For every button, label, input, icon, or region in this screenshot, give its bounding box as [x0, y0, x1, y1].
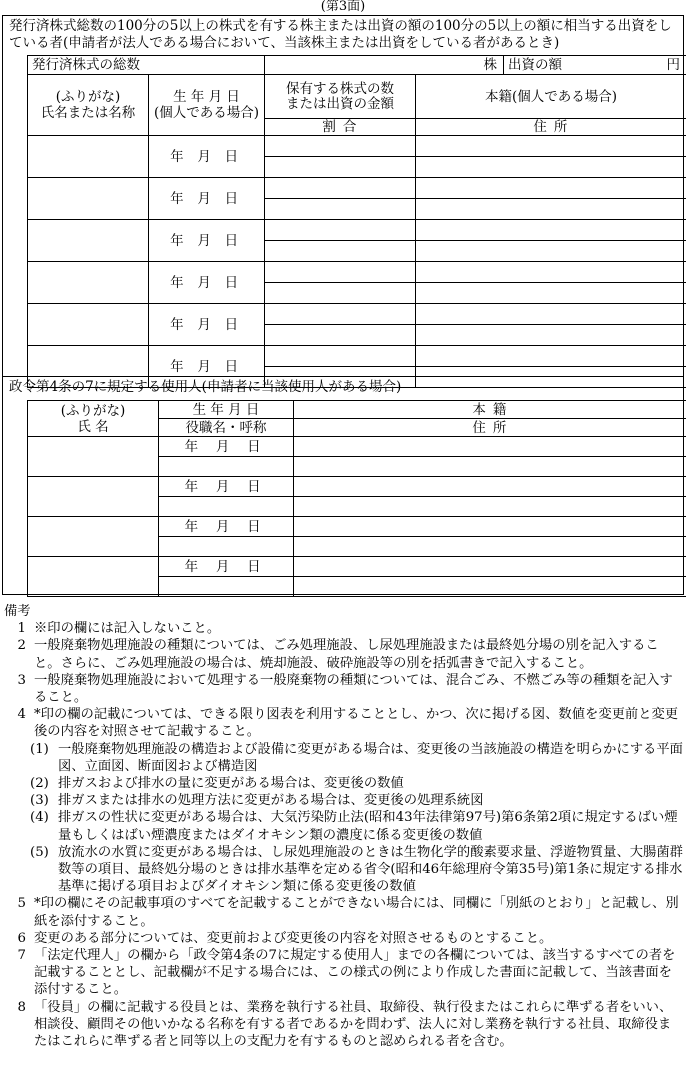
shareholder-holdings-cell[interactable] — [265, 262, 416, 283]
date-placeholder: 年 月 日 — [170, 148, 243, 165]
shareholder-row — [28, 304, 686, 325]
employee-address-cell[interactable] — [294, 537, 686, 557]
shareholders-table — [27, 55, 686, 388]
date-placeholder: 年 月 日 — [184, 558, 268, 575]
note-number: 5 — [17, 896, 26, 912]
note-item — [4, 999, 684, 1051]
notes-title: 備考 — [4, 604, 31, 619]
shareholder-domicile-cell[interactable] — [416, 220, 686, 241]
note-number: 1 — [17, 621, 26, 637]
emp-col-title-header: 役職名・呼称 — [159, 419, 294, 437]
note-text: 「役員」の欄に記載する役員とは、業務を執行する社員、取締役、執行役またはこれらに準ずる者をいい、相談役、顧問その他いかなる名称を有する者であるかを問わず、法人に対し業務を執行する社員、取締役またはこれらに準ずる者と同等以上の支配力を有するものと認められる者を含む。 — [34, 999, 673, 1050]
employee-row — [28, 437, 686, 457]
note-text: 変更のある部分については、変更前および変更後の内容を対照させるものとすること。 — [34, 930, 553, 946]
shareholder-name-cell[interactable] — [28, 304, 149, 346]
subitem-number: (4) — [30, 810, 49, 826]
shareholder-domicile-cell[interactable] — [416, 178, 686, 199]
employee-title-cell[interactable] — [159, 457, 294, 477]
employee-name-cell[interactable] — [28, 477, 159, 517]
total-shares-field[interactable] — [265, 56, 504, 75]
col-address-header: 住 所 — [416, 119, 686, 136]
page-title: (第3面) — [320, 0, 366, 14]
note-number: 8 — [17, 999, 26, 1015]
shareholder-birth-cell[interactable] — [149, 136, 265, 178]
shareholder-ratio-cell[interactable] — [265, 199, 416, 220]
subitem-number: (2) — [30, 776, 49, 792]
emp-col-name-header: (ふりがな) 氏 名 — [28, 401, 159, 437]
note-subitem — [30, 792, 684, 809]
note-number: 4 — [17, 707, 26, 723]
shareholder-ratio-cell[interactable] — [265, 241, 416, 262]
subitem-number: (5) — [30, 844, 49, 860]
shareholder-name-cell[interactable] — [28, 262, 149, 304]
shareholder-name-cell[interactable] — [28, 136, 149, 178]
shareholder-row — [28, 136, 686, 157]
shareholder-birth-cell[interactable] — [149, 220, 265, 262]
employee-domicile-cell[interactable] — [294, 437, 686, 457]
date-placeholder: 年 月 日 — [184, 478, 268, 495]
employee-title-cell[interactable] — [159, 577, 294, 597]
note-subitem — [30, 775, 684, 792]
shareholder-domicile-cell[interactable] — [416, 346, 686, 367]
shareholder-holdings-cell[interactable] — [265, 304, 416, 325]
date-placeholder: 年 月 日 — [184, 518, 268, 535]
note-text: *印の欄にその記載事項のすべてを記載することができない場合には、同欄に「別紙のとおり」と記載し、別紙を添付すること。 — [34, 896, 679, 929]
employee-address-cell[interactable] — [294, 497, 686, 517]
emp-col-domicile-header: 本 籍 — [294, 401, 686, 419]
note-number: 2 — [17, 638, 26, 654]
note-text: 「法定代理人」の欄から「政令第4条の7に規定する使用人」までの各欄については、該当するすべての者を記載することとし、記載欄が不足する場合には、この様式の例により作成した書面に記載して、当該書面を添付すること。 — [34, 948, 676, 998]
employee-address-cell[interactable] — [294, 457, 686, 477]
shareholder-birth-cell[interactable] — [149, 262, 265, 304]
col-ratio-header: 割 合 — [265, 119, 416, 136]
shareholder-holdings-cell[interactable] — [265, 346, 416, 367]
employee-birth-cell[interactable] — [159, 517, 294, 537]
date-placeholder: 年 月 日 — [184, 438, 268, 455]
yen-unit: 円 — [666, 57, 680, 73]
note-item — [4, 637, 684, 671]
employee-birth-cell[interactable] — [159, 557, 294, 577]
shareholder-ratio-cell[interactable] — [265, 325, 416, 346]
col-birth-header: 生 年 月 日 (個人である場合) — [149, 75, 265, 136]
note-text: *印の欄の記載については、できる限り図表を利用することとし、かつ、次に掲げる図、数値を変更前と変更後の内容を対照させて記載すること。 — [34, 707, 679, 740]
note-item — [4, 706, 684, 740]
note-subitem — [30, 809, 684, 843]
shareholder-holdings-cell[interactable] — [265, 178, 416, 199]
shareholder-row — [28, 220, 686, 241]
employee-title-cell[interactable] — [159, 497, 294, 517]
employees-table — [27, 400, 686, 597]
note-number: 6 — [17, 930, 26, 946]
note-subitem — [30, 844, 684, 896]
shareholder-ratio-cell[interactable] — [265, 157, 416, 178]
note-subitem — [30, 741, 684, 775]
date-placeholder: 年 月 日 — [170, 190, 243, 207]
employees-section — [2, 376, 684, 595]
note-item — [4, 895, 684, 929]
investment-label: 出資の額 — [508, 57, 562, 73]
shareholder-birth-cell[interactable] — [149, 178, 265, 220]
employee-row — [28, 477, 686, 497]
shareholder-address-cell[interactable] — [416, 157, 686, 178]
subitem-text: 排ガスおよび排水の量に変更がある場合は、変更後の数値 — [58, 776, 404, 792]
date-placeholder: 年 月 日 — [170, 358, 243, 375]
shareholder-address-cell[interactable] — [416, 241, 686, 262]
employee-address-cell[interactable] — [294, 577, 686, 597]
note-item — [4, 930, 684, 947]
shareholder-row — [28, 346, 686, 367]
note-item — [4, 947, 684, 999]
shareholder-birth-cell[interactable] — [149, 304, 265, 346]
shareholders-heading: 発行済株式総数の100分の5以上の株式を有する株主または出資の額の100分の5以上の額に相当する出資をしている者(申請者が法人である場合において、当該株主または出資をしている者があるとき) — [9, 18, 672, 51]
shareholders-section — [2, 15, 684, 377]
subitem-text: 排ガスまたは排水の処理方法に変更がある場合は、変更後の処理系統図 — [58, 793, 484, 809]
shareholder-name-cell[interactable] — [28, 178, 149, 220]
employee-name-cell[interactable] — [28, 437, 159, 477]
shareholder-name-cell[interactable] — [28, 220, 149, 262]
shareholder-holdings-cell[interactable] — [265, 136, 416, 157]
employee-birth-cell[interactable] — [159, 437, 294, 457]
employee-row — [28, 557, 686, 577]
shareholder-row — [28, 178, 686, 199]
note-number: 3 — [17, 672, 26, 688]
date-placeholder: 年 月 日 — [170, 316, 243, 333]
shares-unit: 株 — [483, 57, 497, 73]
subitem-text: 放流水の水質に変更がある場合は、し尿処理施設のときは生物化学的酸素要求量、浮遊物質量、大腸菌群数等の項目、最終処分場のときは排水基準を定める省令(昭和46年総理府令第35号)第1条に規定する排水基準に掲げる項目およびダイオキシン類に係る変更後の数値 — [58, 844, 683, 895]
employee-domicile-cell[interactable] — [294, 557, 686, 577]
date-placeholder: 年 月 日 — [170, 232, 243, 249]
shareholder-ratio-cell[interactable] — [265, 283, 416, 304]
date-placeholder: 年 月 日 — [170, 274, 243, 291]
note-text: ※印の欄には記入しないこと。 — [34, 621, 221, 637]
total-shares-label: 発行済株式の総数 — [28, 56, 265, 75]
shareholder-row — [28, 262, 686, 283]
employee-row — [28, 517, 686, 537]
shareholder-domicile-cell[interactable] — [416, 136, 686, 157]
subitem-number: (3) — [30, 793, 49, 809]
subitem-number: (1) — [30, 741, 49, 757]
subitem-text: 排ガスの性状に変更がある場合は、大気汚染防止法(昭和43年法律第97号)第6条第2項に規定するばい煙量もしくはばい煙濃度またはダイオキシン類の濃度に係る変更後の数値 — [58, 810, 678, 843]
shareholder-holdings-cell[interactable] — [265, 220, 416, 241]
shareholder-address-cell[interactable] — [416, 325, 686, 346]
employee-domicile-cell[interactable] — [294, 517, 686, 537]
shareholder-domicile-cell[interactable] — [416, 262, 686, 283]
emp-col-birth-header: 生 年 月 日 — [159, 401, 294, 419]
col-name-header: (ふりがな) 氏名または名称 — [28, 75, 149, 136]
employee-domicile-cell[interactable] — [294, 477, 686, 497]
note-text: 一般廃棄物処理施設の種類については、ごみ処理施設、し尿処理施設または最終処分場の別を記入すること。さらに、ごみ処理施設の場合は、焼却施設、破砕施設等の別を括弧書きで記入すること。 — [34, 638, 659, 671]
notes-section — [4, 603, 684, 1050]
employee-name-cell[interactable] — [28, 557, 159, 597]
investment-cell[interactable] — [504, 56, 686, 75]
shareholder-address-cell[interactable] — [416, 199, 686, 220]
employee-name-cell[interactable] — [28, 517, 159, 557]
note-item — [4, 672, 684, 706]
subitem-text: 一般廃棄物処理施設の構造および設備に変更がある場合は、変更後の当該施設の構造を明らかにする平面図、立面図、断面図および構造図 — [58, 741, 683, 774]
employees-heading: 政令第4条の7に規定する使用人(申請者に当該使用人がある場合) — [9, 379, 402, 395]
emp-col-address-header: 住 所 — [294, 419, 686, 437]
employee-title-cell[interactable] — [159, 537, 294, 557]
col-holdings-header: 保有する株式の数 または出資の金額 — [265, 75, 416, 119]
note-text: 一般廃棄物処理施設において処理する一般廃棄物の種類については、混合ごみ、不燃ごみ等の種類を記入すること。 — [34, 672, 673, 706]
shareholder-address-cell[interactable] — [416, 283, 686, 304]
note-number: 7 — [17, 948, 26, 964]
shareholder-domicile-cell[interactable] — [416, 304, 686, 325]
note-item — [4, 620, 684, 637]
col-domicile-header: 本籍(個人である場合) — [416, 75, 686, 119]
employee-birth-cell[interactable] — [159, 477, 294, 497]
